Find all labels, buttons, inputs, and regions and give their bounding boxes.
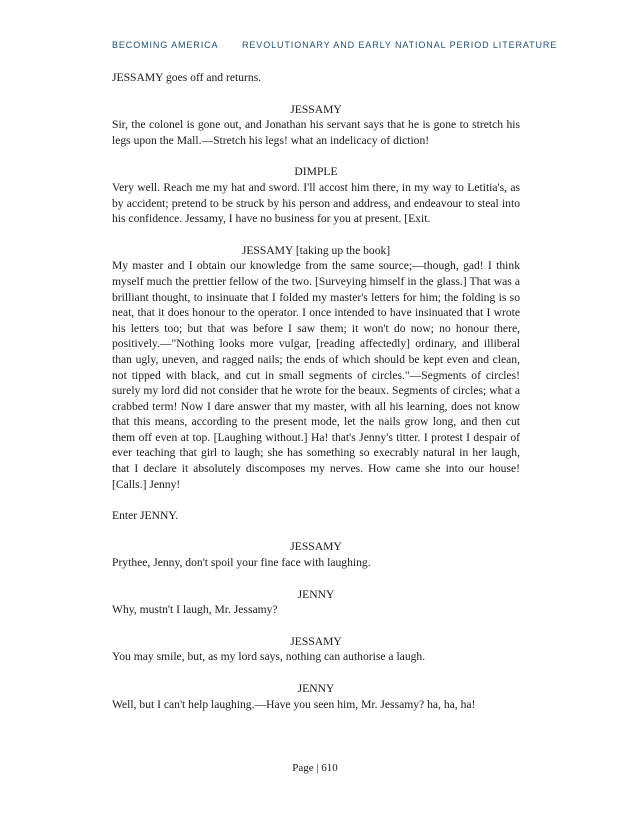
speaker-name: JENNY: [297, 587, 335, 601]
speaker-name: JESSAMY: [290, 540, 342, 554]
speaker-name: JENNY: [297, 682, 335, 695]
speech-text: Very well. Reach me my hat and sword. I'll accost him there, in my way to Letitia's, as by accident; pretend to be struck by his person and address, and endeavour to steal into his confidence. Jessamy, I have no business for you at present. [Exit.: [112, 180, 520, 226]
speech-text: Prythee, Jenny, don't spoil your fine face with laughing.: [112, 556, 371, 570]
stage-direction: JESSAMY goes off and returns.: [112, 71, 262, 84]
speech-text: Sir, the colonel is gone out, and Jonathan his servant says that he is gone to stretch his legs upon the Mall.—Stretch his legs! what an indelicacy of diction!: [112, 118, 520, 147]
speaker-name: JESSAMY: [290, 634, 342, 648]
header-book-title: BECOMING AMERICA: [112, 40, 219, 50]
speech-text: Why, mustn't I laugh, Mr. Jessamy?: [112, 603, 278, 617]
speech-text: You may smile, but, as my lord says, nothing can authorise a laugh.: [112, 650, 426, 664]
speech-text: Well, but I can't help laughing.—Have you seen him, Mr. Jessamy? ha, ha, ha!: [112, 697, 476, 711]
speaker-name: JESSAMY [taking up the book]: [241, 243, 391, 257]
page-number: Page | 610: [292, 762, 338, 774]
speaker-name: DIMPLE: [294, 165, 338, 179]
speech-text: My master and I obtain our knowledge from the same source;—though, gad! I think myself much the prettier fellow of the two. [Surveying himself in the glass.] That was a brilliant thought, to insinuate that I folded my master's letters for him; the folding is so neat, that it does honour to the operator. I once intended to have insinuated that I wrote his letters too; but that was before I saw them; it won't do now; no honour there, positively.—"Nothing looks more vulgar, [reading affectedly] ordinary, and illiberal than ugly, uneven, and ragged nails; the ends of which should be kept even and clean, not tipped with black, and cut in small segments of circles."—Segments of circles! surely my lord did not consider that he wrote for the beaux. Segments of circles; what a crabbed term! Now I dare answer that my master, with all his learning, does not know that this means, according to the present mode, let the nails grow long, and then cut them off even at top. [Laughing without.] Ha! that's Jenny's titter. I protest I despair of ever teaching that girl to laugh; she has something so execrably natural in her laugh, that I declare it absolutely discomposes my nerves. How came she into our house! [Calls.] Jenny!: [112, 259, 520, 491]
stage-direction: Enter JENNY.: [112, 508, 179, 522]
header-section-title: REVOLUTIONARY AND EARLY NATIONAL PERIOD LITERATURE: [242, 40, 558, 50]
speaker-name: JESSAMY: [290, 102, 342, 116]
page-body: [112, 70, 520, 712]
